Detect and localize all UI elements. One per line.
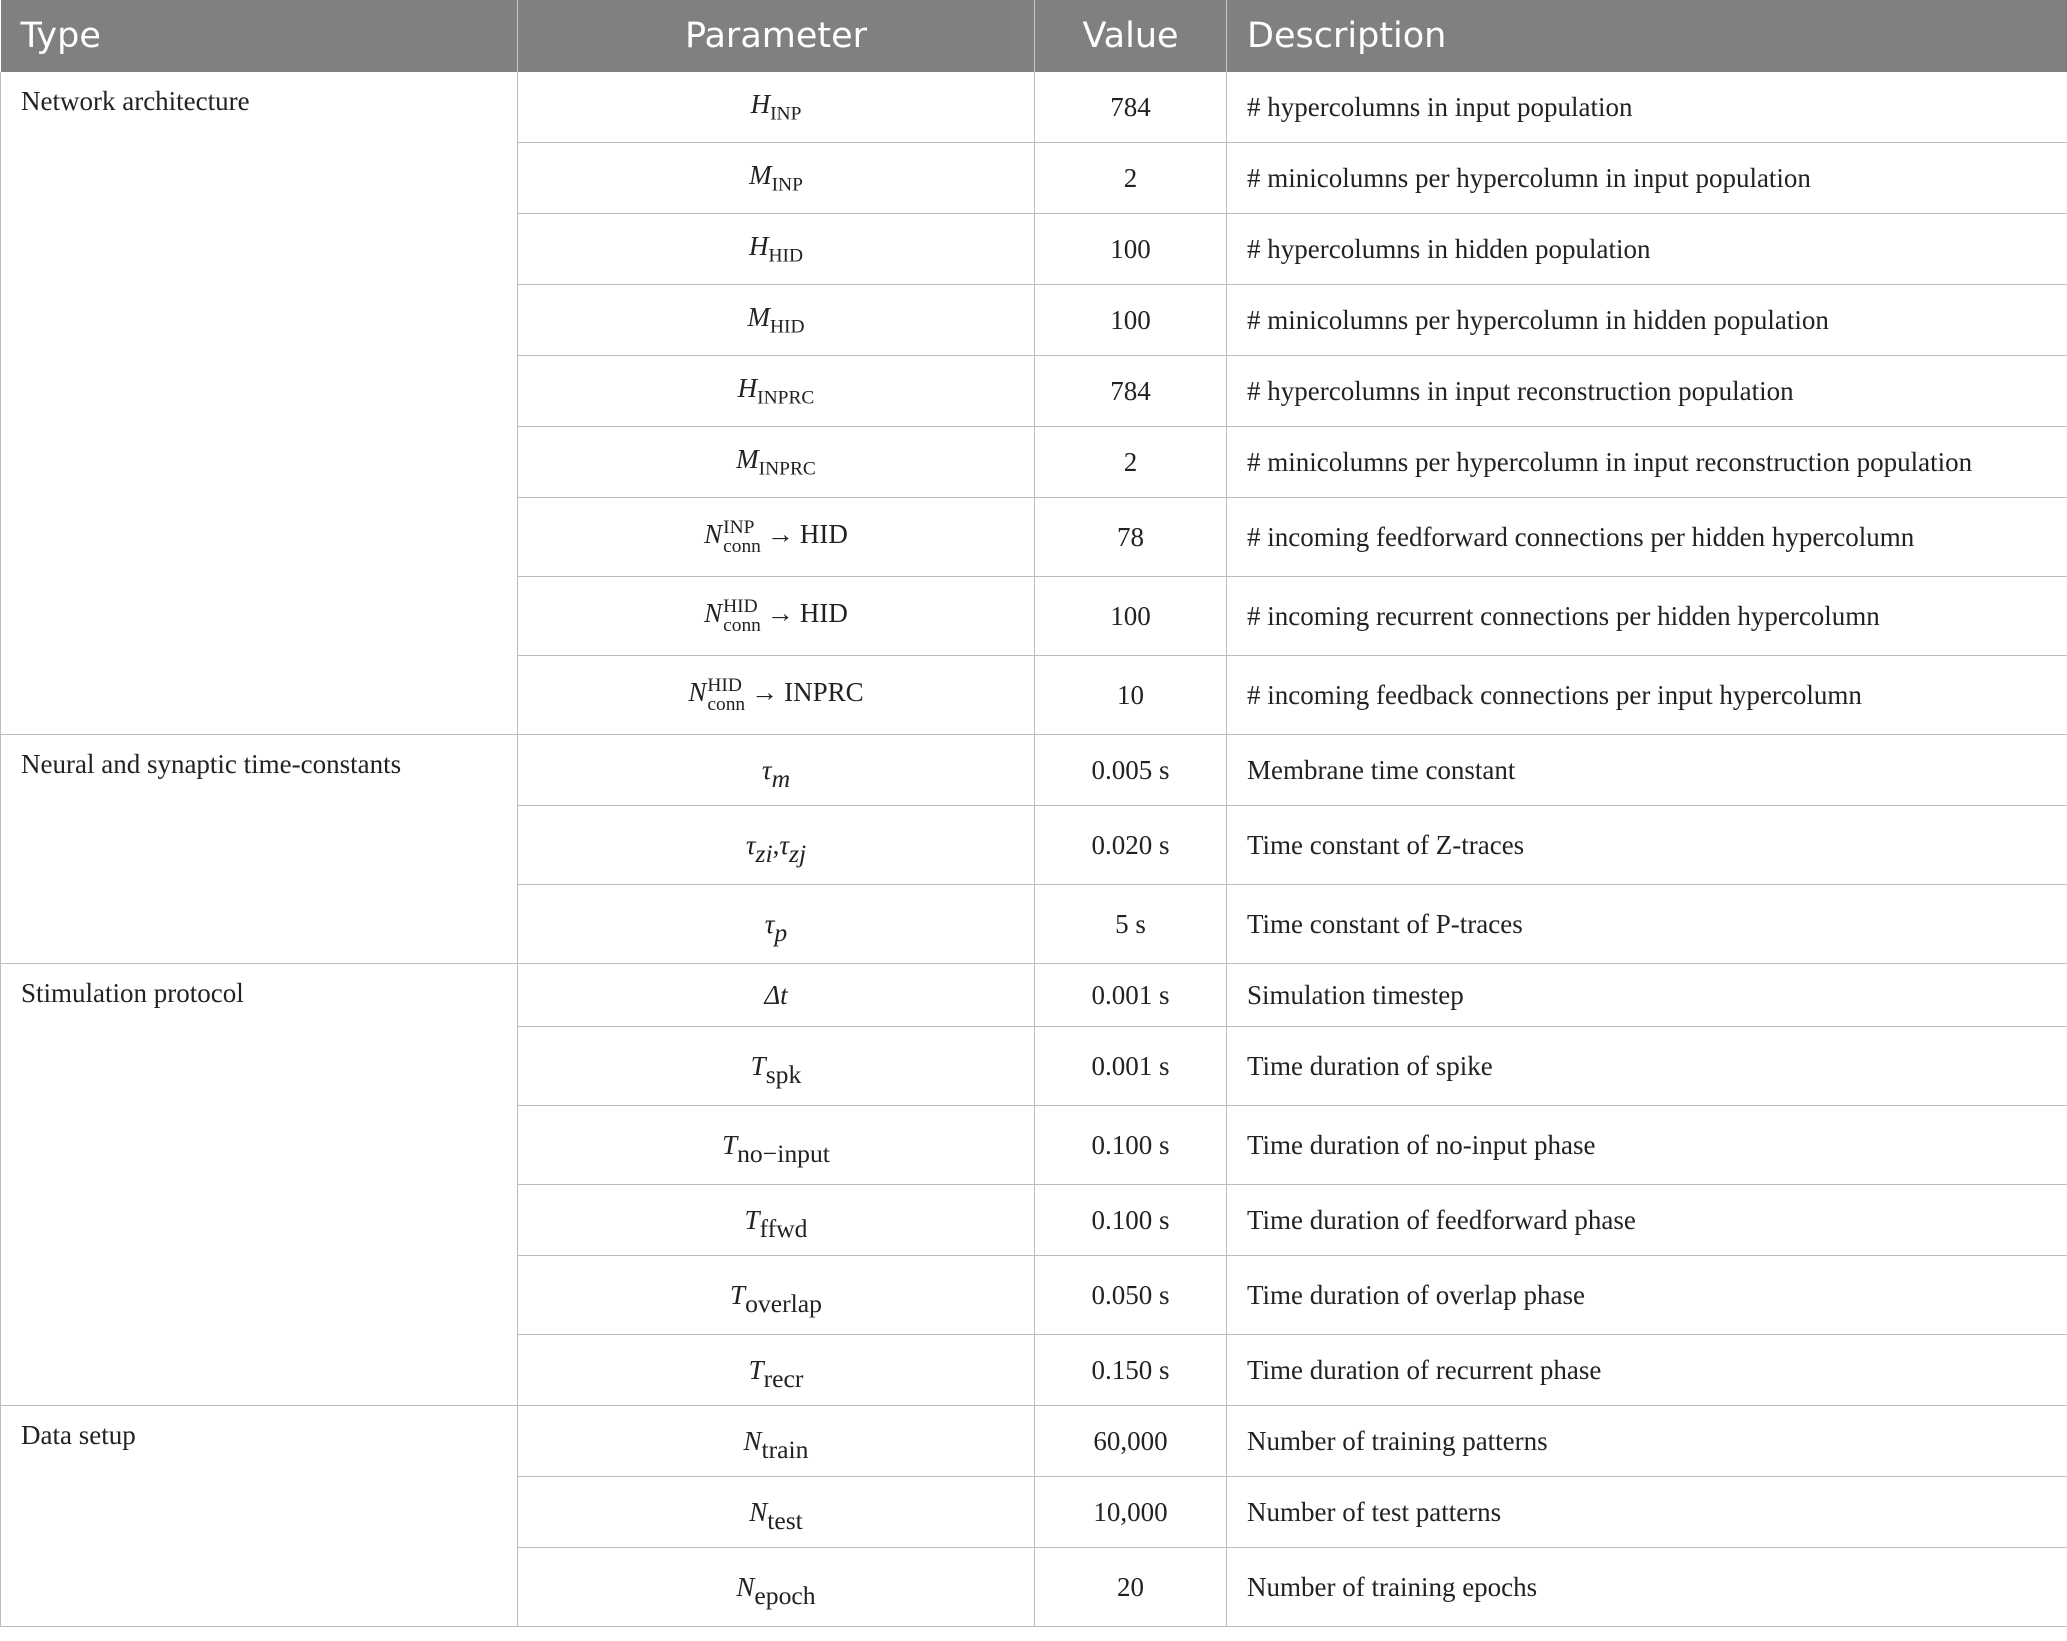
description-cell: Time duration of feedforward phase	[1227, 1185, 2067, 1256]
table-row	[1, 964, 2067, 1027]
parameter-cell: N INP conn → HID	[518, 498, 1035, 577]
value-cell: 0.001 s	[1035, 964, 1227, 1027]
description-cell: # incoming feedforward connections per hidden hypercolumn	[1227, 498, 2067, 577]
group-time-constants: Neural and synaptic time-constants	[1, 735, 518, 964]
description-cell: Time duration of overlap phase	[1227, 1256, 2067, 1335]
description-cell: Time duration of spike	[1227, 1027, 2067, 1106]
parameter-cell: Nepoch	[518, 1548, 1035, 1627]
description-cell: Simulation timestep	[1227, 964, 2067, 1027]
description-cell: Time constant of Z-traces	[1227, 806, 2067, 885]
value-cell: 0.020 s	[1035, 806, 1227, 885]
parameter-cell: Trecr	[518, 1335, 1035, 1406]
description-cell: # hypercolumns in input reconstruction population	[1227, 356, 2067, 427]
description-cell: # incoming feedback connections per input hypercolumn	[1227, 656, 2067, 735]
value-cell: 5 s	[1035, 885, 1227, 964]
description-cell: Number of training epochs	[1227, 1548, 2067, 1627]
value-cell: 60,000	[1035, 1406, 1227, 1477]
parameter-cell: $H_{HID}$	[518, 214, 1035, 285]
value-cell: 0.150 s	[1035, 1335, 1227, 1406]
value-cell: 100	[1035, 285, 1227, 356]
description-cell: Time duration of no-input phase	[1227, 1106, 2067, 1185]
description-cell: Number of test patterns	[1227, 1477, 2067, 1548]
header-value: Value	[1035, 0, 1227, 72]
parameter-cell: Toverlap	[518, 1256, 1035, 1335]
parameter-cell: Tspk	[518, 1027, 1035, 1106]
parameter-cell: $H_{INPRC}$	[518, 356, 1035, 427]
parameter-cell: $M_{INP}$	[518, 143, 1035, 214]
parameter-cell: N HID conn → INPRC	[518, 656, 1035, 735]
value-cell: 0.050 s	[1035, 1256, 1227, 1335]
description-cell: # minicolumns per hypercolumn in hidden population	[1227, 285, 2067, 356]
group-network-architecture: Network architecture	[1, 72, 518, 735]
description-cell: # incoming recurrent connections per hidden hypercolumn	[1227, 577, 2067, 656]
header-type: Type	[1, 0, 518, 72]
value-cell: 0.001 s	[1035, 1027, 1227, 1106]
table-row	[1, 1406, 2067, 1477]
parameter-cell: N HID conn → HID	[518, 577, 1035, 656]
value-cell: 20	[1035, 1548, 1227, 1627]
parameter-cell: Tffwd	[518, 1185, 1035, 1256]
description-cell: # minicolumns per hypercolumn in input population	[1227, 143, 2067, 214]
parameter-cell: Ntest	[518, 1477, 1035, 1548]
parameter-cell: τzi,τzj	[518, 806, 1035, 885]
parameter-cell: $H_{INP}$	[518, 72, 1035, 143]
parameter-cell: Tno−input	[518, 1106, 1035, 1185]
description-cell: Time constant of P-traces	[1227, 885, 2067, 964]
parameter-cell: $M_{HID}$	[518, 285, 1035, 356]
header-parameter: Parameter	[518, 0, 1035, 72]
value-cell: 2	[1035, 427, 1227, 498]
group-stimulation-protocol: Stimulation protocol	[1, 964, 518, 1406]
parameter-cell: Ntrain	[518, 1406, 1035, 1477]
description-cell: # minicolumns per hypercolumn in input reconstruction population	[1227, 427, 2067, 498]
description-cell: # hypercolumns in hidden population	[1227, 214, 2067, 285]
value-cell: 0.100 s	[1035, 1185, 1227, 1256]
parameter-cell: $M_{INPRC}$	[518, 427, 1035, 498]
parameter-cell: τm	[518, 735, 1035, 806]
parameter-cell: τp	[518, 885, 1035, 964]
value-cell: 78	[1035, 498, 1227, 577]
description-cell: # hypercolumns in input population	[1227, 72, 2067, 143]
value-cell: 100	[1035, 214, 1227, 285]
group-data-setup: Data setup	[1, 1406, 518, 1627]
value-cell: 784	[1035, 356, 1227, 427]
header-row	[1, 0, 2067, 72]
parameter-cell: Δt	[518, 964, 1035, 1027]
value-cell: 2	[1035, 143, 1227, 214]
value-cell: 0.100 s	[1035, 1106, 1227, 1185]
value-cell: 100	[1035, 577, 1227, 656]
table-row	[1, 735, 2067, 806]
value-cell: 10,000	[1035, 1477, 1227, 1548]
description-cell: Membrane time constant	[1227, 735, 2067, 806]
value-cell: 784	[1035, 72, 1227, 143]
table-row	[1, 72, 2067, 143]
value-cell: 10	[1035, 656, 1227, 735]
value-cell: 0.005 s	[1035, 735, 1227, 806]
description-cell: Number of training patterns	[1227, 1406, 2067, 1477]
header-description: Description	[1227, 0, 2067, 72]
description-cell: Time duration of recurrent phase	[1227, 1335, 2067, 1406]
